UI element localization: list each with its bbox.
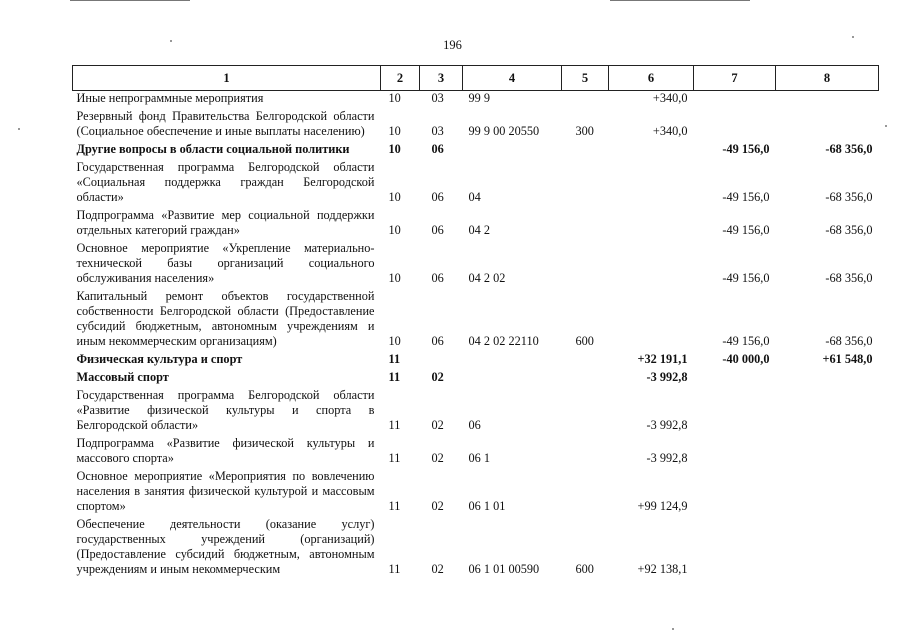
column-header-5: 5	[562, 66, 609, 91]
row-cell-col6: +340,0	[652, 91, 688, 105]
row-cell-col6	[609, 157, 694, 205]
scan-speck	[852, 36, 854, 38]
row-cell-col5	[562, 466, 609, 514]
row-cell-col4: 06 1 01 00590	[468, 562, 540, 576]
row-cell-col7	[694, 433, 776, 466]
row-cell-col5	[562, 139, 609, 157]
budget-table	[72, 65, 879, 577]
row-cell-col3: 02	[431, 499, 444, 513]
row-name-cell: Подпрограмма «Развитие физической культуры и массового спорта»	[76, 436, 375, 465]
row-cell-col2: 10	[388, 334, 401, 348]
row-name-cell: Основное мероприятие «Укрепление материально-технической базы организаций социального обслуживания населения»	[76, 241, 375, 285]
row-cell-col5: 600	[575, 334, 594, 348]
row-cell-col5	[562, 157, 609, 205]
row-cell-col2: 11	[388, 499, 401, 513]
row-cell-col8	[776, 514, 879, 577]
row-cell-col2: 10	[388, 124, 401, 138]
row-cell-col8: -68 356,0	[825, 190, 873, 204]
table-row	[73, 205, 879, 238]
row-name-cell: Капитальный ремонт объектов государственной собственности Белгородской области (Предоставление субсидий бюджетным, автономным учреждениям и иным некоммерческим организациям)	[76, 289, 375, 348]
page-number: 196	[443, 38, 462, 52]
scan-speck	[170, 40, 172, 42]
row-cell-col8: +61 548,0	[822, 352, 873, 366]
row-cell-col5	[562, 385, 609, 433]
table-row	[73, 367, 879, 385]
row-cell-col7: -49 156,0	[722, 142, 770, 156]
column-header-2: 2	[381, 66, 420, 91]
table-row	[73, 466, 879, 514]
table-row	[73, 514, 879, 577]
table-row	[73, 349, 879, 367]
row-cell-col4: 06	[468, 418, 481, 432]
column-header-1: 1	[73, 66, 381, 91]
row-cell-col5	[562, 205, 609, 238]
row-cell-col7	[694, 367, 776, 385]
row-cell-col3: 03	[431, 124, 444, 138]
row-cell-col4: 04 2 02 22110	[468, 334, 539, 348]
row-cell-col7	[694, 514, 776, 577]
row-cell-col4: 06 1 01	[468, 499, 506, 513]
row-name-cell: Подпрограмма «Развитие мер социальной поддержки отдельных категорий граждан»	[76, 208, 375, 237]
table-row	[73, 91, 879, 107]
row-cell-col2: 11	[388, 418, 401, 432]
top-edge-line-right	[610, 0, 750, 1]
row-cell-col2: 11	[388, 562, 401, 576]
row-cell-col3: 02	[431, 418, 444, 432]
column-header-3: 3	[420, 66, 463, 91]
row-cell-col7: -49 156,0	[722, 223, 770, 237]
row-cell-col5	[562, 367, 609, 385]
column-header-4: 4	[463, 66, 562, 91]
row-cell-col5: 600	[575, 562, 594, 576]
row-cell-col4: 04 2 02	[468, 271, 506, 285]
row-cell-col7: -49 156,0	[722, 271, 770, 285]
row-cell-col6: -3 992,8	[646, 451, 688, 465]
row-cell-col8	[776, 106, 879, 139]
table-row	[73, 433, 879, 466]
row-cell-col8	[776, 367, 879, 385]
row-cell-col2: 10	[388, 142, 401, 156]
top-edge-line-left	[70, 0, 190, 1]
row-cell-col3: 06	[431, 334, 444, 348]
row-cell-col8	[776, 91, 879, 107]
row-cell-col2: 10	[388, 223, 401, 237]
scan-speck	[18, 128, 20, 130]
scan-speck	[885, 125, 887, 127]
row-name-cell: Основное мероприятие «Мероприятия по вовлечению населения в занятия физической культурой и массовым спортом»	[76, 469, 375, 513]
row-cell-col3: 02	[431, 562, 444, 576]
row-cell-col7: -49 156,0	[722, 190, 770, 204]
row-cell-col6: +340,0	[652, 124, 688, 138]
row-cell-col8: -68 356,0	[825, 334, 873, 348]
row-name-cell: Обеспечение деятельности (оказание услуг) государственных учреждений (организаций) (Предоставление субсидий бюджетным, автономным учреждениям и иным некоммерческим	[76, 517, 375, 576]
row-cell-col2: 10	[388, 190, 401, 204]
row-cell-col5	[562, 349, 609, 367]
row-cell-col3: 02	[431, 451, 444, 465]
row-cell-col8	[776, 433, 879, 466]
table-body	[73, 91, 879, 578]
row-cell-col5	[562, 238, 609, 286]
row-cell-col5	[562, 91, 609, 107]
column-header-6: 6	[609, 66, 694, 91]
row-name-cell: Физическая культура и спорт	[76, 352, 243, 366]
row-cell-col4: 04 2	[468, 223, 491, 237]
row-cell-col7: -49 156,0	[722, 334, 770, 348]
row-cell-col3: 06	[431, 190, 444, 204]
row-cell-col3: 02	[431, 370, 444, 384]
row-cell-col3	[420, 349, 463, 367]
row-cell-col2: 10	[388, 271, 401, 285]
table-row	[73, 139, 879, 157]
row-name-cell: Иные непрограммные мероприятия	[76, 91, 264, 105]
row-cell-col4	[463, 139, 562, 157]
row-cell-col7	[694, 91, 776, 107]
row-name-cell: Другие вопросы в области социальной политики	[76, 142, 350, 156]
table-row	[73, 157, 879, 205]
row-cell-col8: -68 356,0	[825, 223, 873, 237]
row-cell-col7	[694, 106, 776, 139]
row-cell-col6	[609, 238, 694, 286]
row-cell-col2: 11	[388, 451, 401, 465]
row-cell-col7	[694, 385, 776, 433]
row-cell-col4: 04	[468, 190, 481, 204]
row-cell-col8: -68 356,0	[825, 142, 873, 156]
row-cell-col2: 10	[388, 91, 401, 105]
row-cell-col6: -3 992,8	[646, 418, 688, 432]
row-name-cell: Государственная программа Белгородской области «Развитие физической культуры и спорта в Белгородской области»	[76, 388, 375, 432]
row-cell-col4: 99 9	[468, 91, 491, 105]
row-cell-col8	[776, 385, 879, 433]
table-row	[73, 385, 879, 433]
row-cell-col6	[609, 139, 694, 157]
row-cell-col3: 06	[431, 271, 444, 285]
row-cell-col8	[776, 466, 879, 514]
row-cell-col8: -68 356,0	[825, 271, 873, 285]
row-cell-col6: +32 191,1	[637, 352, 688, 366]
row-cell-col7: -40 000,0	[722, 352, 770, 366]
row-cell-col6: +92 138,1	[637, 562, 688, 576]
row-name-cell: Массовый спорт	[76, 370, 169, 384]
row-cell-col3: 06	[431, 142, 444, 156]
column-header-8: 8	[776, 66, 879, 91]
row-cell-col3: 06	[431, 223, 444, 237]
row-cell-col6: +99 124,9	[637, 499, 688, 513]
row-cell-col5: 300	[575, 124, 594, 138]
row-name-cell: Государственная программа Белгородской области «Социальная поддержка граждан Белгородской области»	[76, 160, 375, 204]
row-cell-col2: 11	[388, 370, 401, 384]
table-row	[73, 238, 879, 286]
table-row	[73, 106, 879, 139]
row-name-cell: Резервный фонд Правительства Белгородской области (Социальное обеспечение и иные выплаты населению)	[76, 109, 375, 138]
row-cell-col4: 99 9 00 20550	[468, 124, 540, 138]
row-cell-col4: 06 1	[468, 451, 491, 465]
table-row	[73, 286, 879, 349]
row-cell-col6	[609, 205, 694, 238]
row-cell-col6	[609, 286, 694, 349]
row-cell-col7	[694, 466, 776, 514]
row-cell-col2: 11	[388, 352, 401, 366]
column-header-7: 7	[694, 66, 776, 91]
row-cell-col5	[562, 433, 609, 466]
scan-speck	[672, 628, 674, 630]
row-cell-col3: 03	[431, 91, 444, 105]
row-cell-col4	[463, 349, 562, 367]
row-cell-col6: -3 992,8	[646, 370, 688, 384]
table-header-row	[73, 66, 879, 91]
row-cell-col4	[463, 367, 562, 385]
